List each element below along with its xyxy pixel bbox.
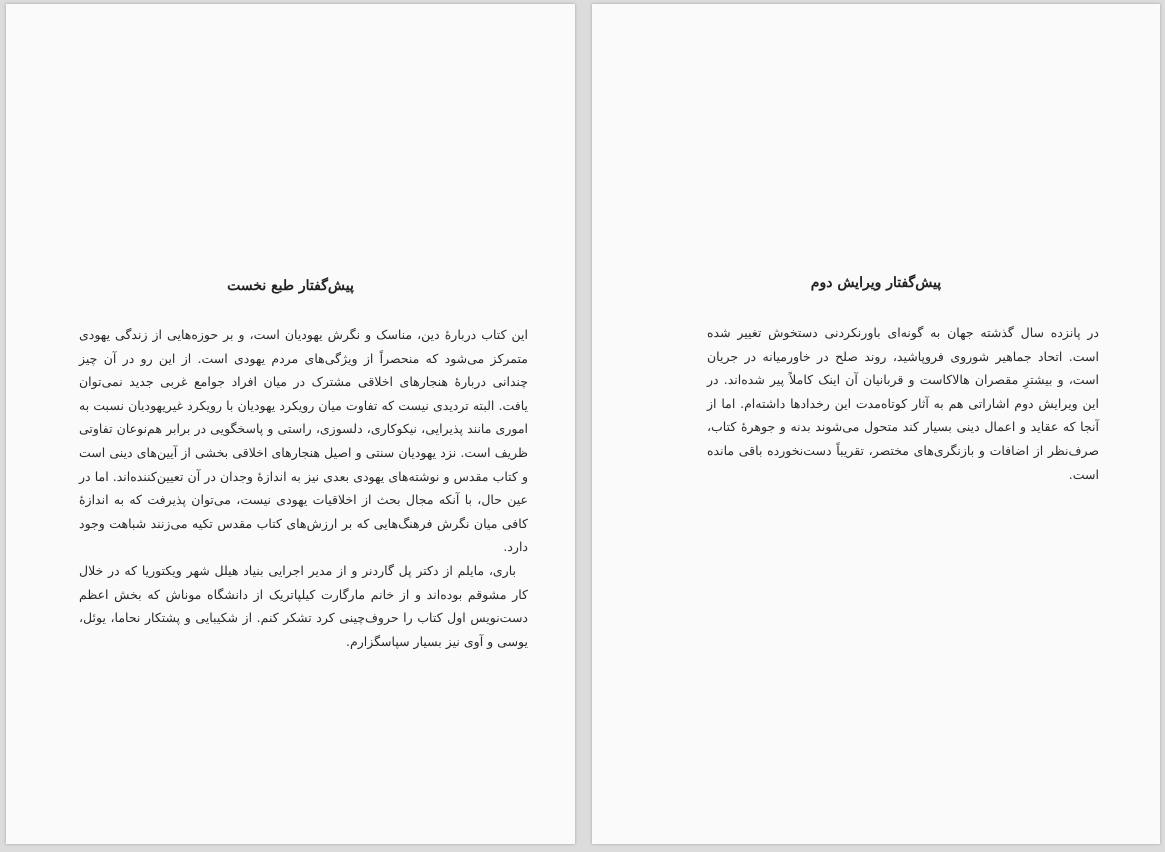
left-page-title: پیش‌گفتار طبع نخست [227, 278, 354, 294]
right-page [592, 4, 1160, 844]
left-page [6, 4, 575, 844]
right-paragraph-1: در پانزده سال گذشته جهان به گونه‌ای باورنکردنی دستخوش تغییر شده است. اتحاد جماهیر شوروی فروپاشید، روند صلح در خاورمیانه در جریان است، و بیشترِ مقصران هالاکاست و قربانیان آن اینک کاملاً پیر شده‌اند. در این ویرایش دوم اشاراتی هم به آثار کوتاه‌مدت این رخدادها داشته‌ام. اما از آنجا که عقاید و اعمال دینی بسیار کند متحول می‌شوند بدنه و جوهرهٔ کتاب، صرف‌نظر از اضافات و بازنگری‌های مختصر، تقریباً دست‌نخورده باقی مانده است. [707, 325, 1099, 482]
left-paragraph-2: باری، مایلم از دکتر پل گاردنر و از مدیر اجرایی بنیاد هیلل شهر ویکتوریا که در خلال کار مشوقم بوده‌اند و از خانم مارگارت کیلپاتریک از دانشگاه موناش که بخش اعظم دست‌نویس اول کتاب را حروف‌چینی کرد تشکر کنم. از شکیبایی و پشتکار نحاما، یوئل، یوسی و آوی نیز بسیار سپاسگزارم. [79, 562, 528, 649]
right-page-body [707, 321, 1099, 486]
right-page-title: پیش‌گفتار ویرایش دوم [810, 275, 942, 291]
left-paragraph-1: این کتاب دربارهٔ دین، مناسک و نگرش یهودیان است، و بر حوزه‌هایی از زندگی یهودی متمرکز می‌شود که منحصراً از ویژگی‌های مردم یهودی است. از این رو در آن چیز چندانی دربارهٔ هنجارهای اخلاقی مشترک در میان افراد جوامع غربی جدید نمی‌توان یافت. البته تردیدی نیست که تفاوت میان رویکرد یهودیان با رویکرد غیریهودیان نسبت به اموری مانند پذیرایی، نیکوکاری، دلسوزی، راستی و پاسخگویی در برابر هم‌نوعان تفاوتی ظریف است. نزد یهودیان سنتی و اصیل هنجارهای اخلاقی بخشی از آیین‌های دینی است و کتاب مقدس و نوشته‌های یهودی بعدی نیز به اندازهٔ وجدان در آن تعیین‌کننده‌اند. اما در عین حال، با آنکه مجال بحث از اخلاقیات یهودی نیست، می‌توان پذیرفت که به اندازهٔ کافی میان نگرش فرهنگ‌هایی که بر ارزش‌های کتاب مقدس تکیه می‌زنند شباهت وجود دارد. [79, 327, 528, 555]
left-page-body [79, 323, 528, 653]
